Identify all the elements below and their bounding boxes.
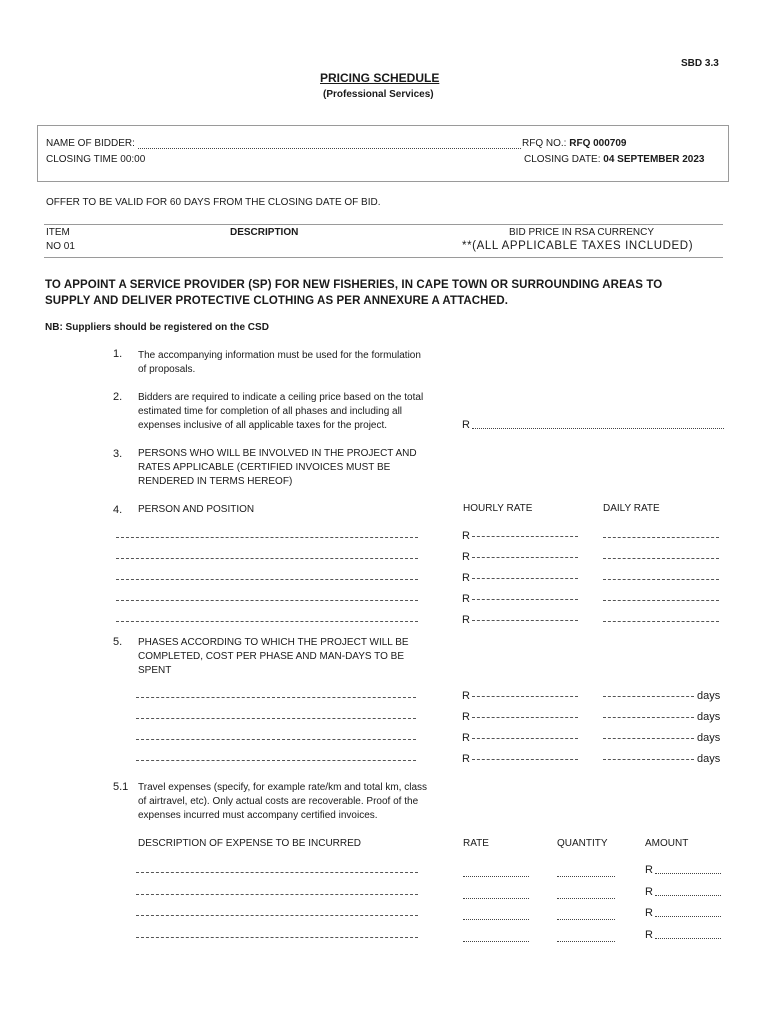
person-position-header: PERSON AND POSITION (138, 504, 255, 515)
item-2-number: 2. (113, 391, 123, 403)
expense-rate-field[interactable] (463, 876, 529, 877)
item-5-text-line: PHASES ACCORDING TO WHICH THE PROJECT WILL BE (138, 637, 409, 648)
rfq-number (522, 138, 627, 149)
days-unit: days (697, 690, 721, 702)
rand-symbol: R (462, 690, 470, 702)
expense-amount-field[interactable] (645, 907, 721, 919)
expense-amount-field[interactable] (645, 929, 721, 941)
expense-description-field[interactable] (136, 915, 418, 916)
table-header-bottom-rule (44, 257, 723, 258)
expense-description-field[interactable] (136, 894, 418, 895)
rand-symbol: R (645, 886, 653, 898)
daily-rate-field[interactable] (603, 600, 719, 601)
item-2-text (138, 391, 423, 433)
item-5-1-number: 5.1 (113, 781, 129, 793)
daily-rate-field[interactable] (603, 579, 719, 580)
project-title-line-1: TO APPOINT A SERVICE PROVIDER (SP) FOR NEW FISHERIES, IN CAPE TOWN OR SURROUNDING AREAS TO (45, 279, 663, 291)
phase-field[interactable] (136, 697, 416, 698)
item-number: NO 01 (46, 241, 75, 252)
form-code: SBD 3.3 (681, 58, 719, 69)
item-1-number: 1. (113, 348, 123, 360)
box-right-border (728, 125, 729, 181)
closing-date-label: CLOSING DATE: (524, 154, 601, 165)
item-3-text-line: RATES APPLICABLE (CERTIFIED INVOICES MUST BE (138, 462, 391, 473)
phase-cost-leader (472, 717, 578, 718)
phase-field[interactable] (136, 718, 416, 719)
phase-cost-leader (472, 738, 578, 739)
person-position-field[interactable] (116, 537, 418, 538)
table-header-top-rule (44, 224, 723, 225)
phase-cost-field[interactable] (462, 690, 578, 702)
man-days-leader (603, 717, 694, 718)
hourly-rate-leader (472, 599, 578, 600)
item-5-text-line: SPENT (138, 665, 172, 676)
expense-rate-field[interactable] (463, 919, 529, 920)
phase-cost-field[interactable] (462, 711, 578, 723)
expense-description-field[interactable] (136, 937, 418, 938)
rfq-value: RFQ 000709 (569, 138, 627, 149)
expense-amount-leader (655, 895, 721, 896)
ceiling-price-currency: R (462, 419, 470, 431)
validity-note: OFFER TO BE VALID FOR 60 DAYS FROM THE CLOSING DATE OF BID. (46, 197, 381, 208)
phase-field[interactable] (136, 760, 416, 761)
expense-quantity-field[interactable] (557, 876, 615, 877)
item-3-text-line: RENDERED IN TERMS HEREOF) (138, 476, 293, 487)
expense-amount-field[interactable] (645, 886, 721, 898)
item-2-text-line: Bidders are required to indicate a ceiling price based on the total (138, 392, 424, 403)
expense-description-field[interactable] (136, 872, 418, 873)
rand-symbol: R (462, 753, 470, 765)
hourly-rate-header: HOURLY RATE (463, 503, 533, 514)
hourly-rate-field[interactable] (462, 614, 578, 626)
expense-amount-leader (655, 873, 721, 874)
closing-date (524, 154, 704, 165)
man-days-field[interactable] (603, 753, 720, 765)
hourly-rate-field[interactable] (462, 572, 578, 584)
days-unit: days (697, 732, 721, 744)
person-position-field[interactable] (116, 558, 418, 559)
item-5-1-text (138, 781, 427, 823)
expense-rate-field[interactable] (463, 941, 529, 942)
amount-header: AMOUNT (645, 838, 689, 849)
phase-cost-field[interactable] (462, 732, 578, 744)
description-header: DESCRIPTION (230, 227, 299, 238)
rate-header: RATE (463, 838, 489, 849)
phase-field[interactable] (136, 739, 416, 740)
rand-symbol: R (462, 614, 470, 626)
box-top-border (37, 125, 729, 126)
rand-symbol: R (462, 551, 470, 563)
expense-quantity-field[interactable] (557, 898, 615, 899)
days-unit: days (697, 753, 721, 765)
person-position-field[interactable] (116, 600, 418, 601)
item-5-1-text-line: expenses incurred must accompany certified invoices. (138, 810, 378, 821)
nb-note: NB: Suppliers should be registered on the CSD (45, 322, 269, 333)
item-4-number: 4. (113, 504, 123, 516)
hourly-rate-leader (472, 578, 578, 579)
expense-quantity-field[interactable] (557, 941, 615, 942)
person-position-field[interactable] (116, 621, 418, 622)
item-5-number: 5. (113, 636, 123, 648)
page-title: PRICING SCHEDULE (320, 71, 440, 85)
closing-time: CLOSING TIME 00:00 (46, 154, 146, 165)
phase-cost-field[interactable] (462, 753, 578, 765)
daily-rate-field[interactable] (603, 621, 719, 622)
item-5-text (138, 636, 409, 678)
item-1-text-line: of proposals. (138, 364, 196, 375)
expense-rate-field[interactable] (463, 898, 529, 899)
expense-amount-leader (655, 938, 721, 939)
rand-symbol: R (462, 572, 470, 584)
closing-date-value: 04 SEPTEMBER 2023 (603, 154, 705, 165)
item-5-1-text-line: Travel expenses (specify, for example rate/km and total km, class (138, 782, 427, 793)
man-days-leader (603, 738, 694, 739)
hourly-rate-leader (472, 536, 578, 537)
item-label: ITEM (46, 227, 70, 238)
item-3-text-line: PERSONS WHO WILL BE INVOLVED IN THE PROJECT AND (138, 448, 417, 459)
item-2-text-line: estimated time for completion of all phases and including all (138, 406, 403, 417)
hourly-rate-leader (472, 557, 578, 558)
bidder-name-field[interactable] (138, 148, 521, 149)
page-subtitle: (Professional Services) (323, 89, 434, 100)
ceiling-price-leader (472, 428, 724, 429)
bid-price-header: BID PRICE IN RSA CURRENCY (509, 227, 655, 238)
expense-amount-field[interactable] (645, 864, 721, 876)
item-1-text-line: The accompanying information must be used for the formulation (138, 350, 421, 361)
man-days-leader (603, 759, 694, 760)
man-days-field[interactable] (603, 732, 720, 744)
rand-symbol: R (462, 732, 470, 744)
item-1-text (138, 349, 421, 377)
expense-quantity-field[interactable] (557, 919, 615, 920)
expense-amount-leader (655, 916, 721, 917)
item-5-text-line: COMPLETED, COST PER PHASE AND MAN-DAYS TO BE (138, 651, 404, 662)
expense-description-header: DESCRIPTION OF EXPENSE TO BE INCURRED (138, 838, 362, 849)
box-bottom-border (37, 181, 729, 182)
rand-symbol: R (462, 711, 470, 723)
man-days-leader (603, 696, 694, 697)
rand-symbol: R (645, 929, 653, 941)
man-days-field[interactable] (603, 690, 720, 702)
hourly-rate-leader (472, 620, 578, 621)
box-left-border (37, 125, 38, 181)
rand-symbol: R (645, 864, 653, 876)
man-days-field[interactable] (603, 711, 720, 723)
item-3-text (138, 447, 417, 489)
rfq-label: RFQ NO.: (522, 138, 567, 149)
person-position-field[interactable] (116, 579, 418, 580)
daily-rate-header: DAILY RATE (603, 503, 660, 514)
item-2-text-line: expenses inclusive of all applicable taxes for the project. (138, 420, 388, 431)
daily-rate-field[interactable] (603, 558, 719, 559)
taxes-included-note: **(ALL APPLICABLE TAXES INCLUDED) (462, 240, 694, 252)
ceiling-price-field[interactable] (462, 419, 724, 431)
phase-cost-leader (472, 696, 578, 697)
project-title-line-2: SUPPLY AND DELIVER PROTECTIVE CLOTHING AS PER ANNEXURE A ATTACHED. (45, 295, 509, 307)
hourly-rate-field[interactable] (462, 593, 578, 605)
phase-cost-leader (472, 759, 578, 760)
item-5-1-text-line: of airtravel, etc). Only actual costs are recoverable. Proof of the (138, 796, 419, 807)
item-3-number: 3. (113, 448, 123, 460)
hourly-rate-field[interactable] (462, 530, 578, 542)
rand-symbol: R (462, 593, 470, 605)
hourly-rate-field[interactable] (462, 551, 578, 563)
days-unit: days (697, 711, 721, 723)
bidder-name-label: NAME OF BIDDER: (46, 138, 135, 149)
rand-symbol: R (462, 530, 470, 542)
quantity-header: QUANTITY (557, 838, 608, 849)
rand-symbol: R (645, 907, 653, 919)
daily-rate-field[interactable] (603, 537, 719, 538)
